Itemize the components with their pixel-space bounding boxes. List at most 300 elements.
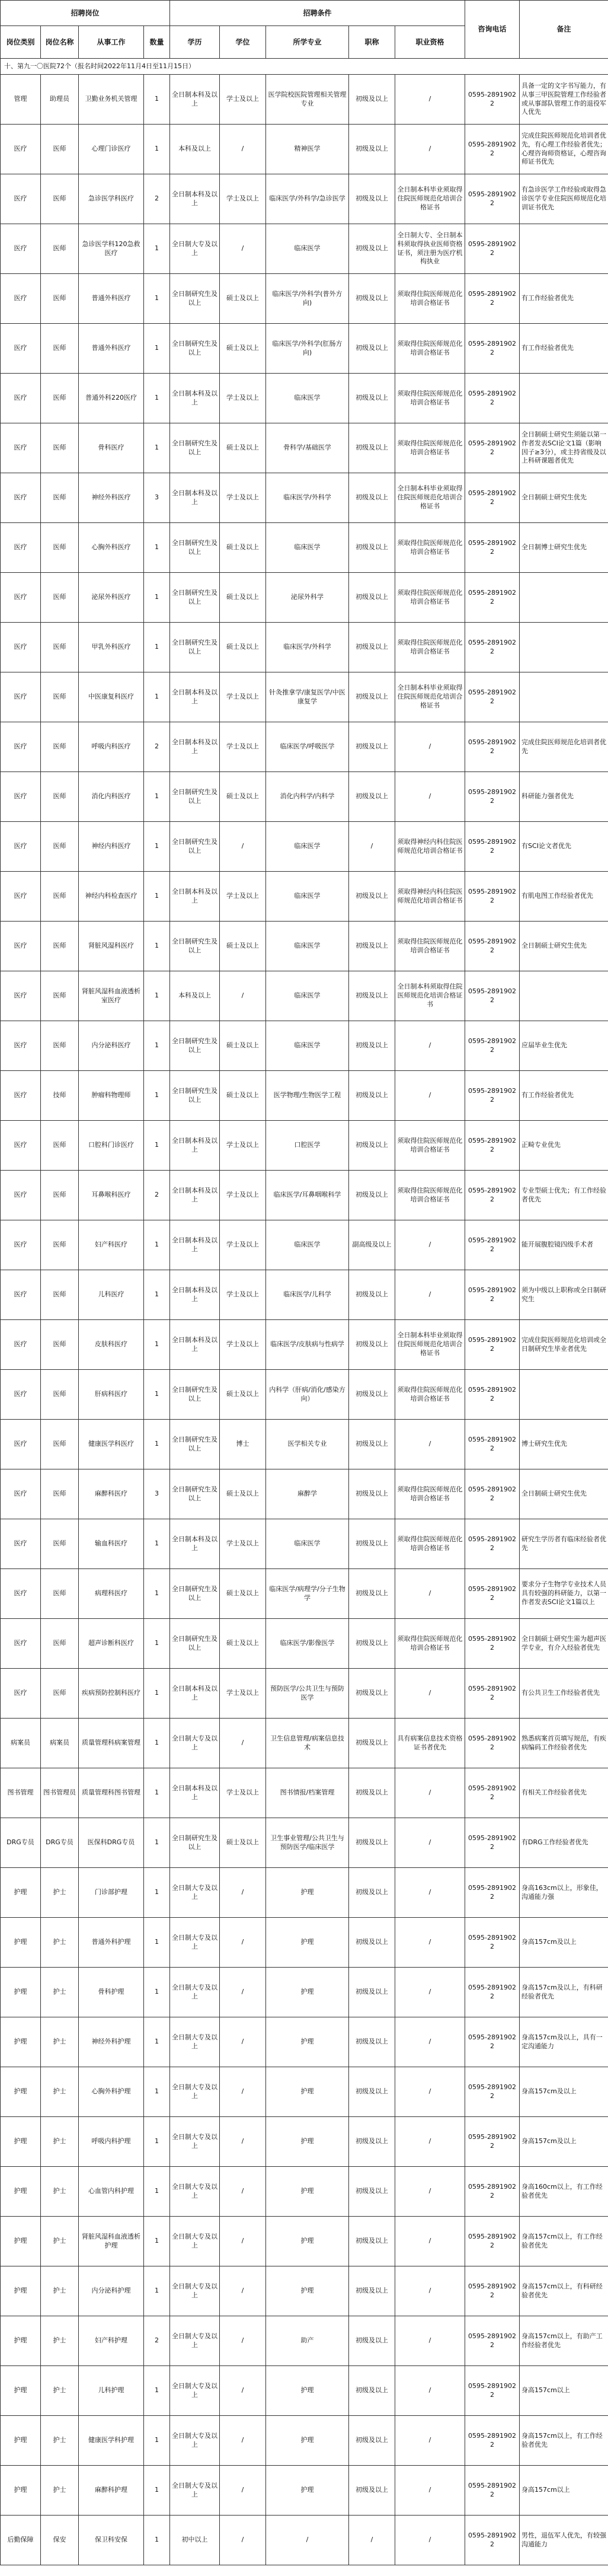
- cell-certificate: /: [395, 772, 465, 822]
- cell-category: 医疗: [1, 971, 41, 1021]
- cell-certificate: /: [395, 2466, 465, 2516]
- cell-work: 卫勤业务机关管理: [79, 75, 144, 125]
- cell-category: 医疗: [1, 1220, 41, 1270]
- cell-work: 普通外科220医疗: [79, 374, 144, 423]
- cell-position-name: 医师: [41, 1270, 79, 1320]
- cell-work: 儿科护理: [79, 2366, 144, 2416]
- cell-contact: 0595-28919022: [465, 1868, 520, 1918]
- cell-work: 病理科医疗: [79, 1569, 144, 1619]
- cell-education: 全日制本科及以上: [170, 722, 220, 772]
- cell-work: 质量管理科图书管理: [79, 1768, 144, 1818]
- cell-remarks: 身高157cm及以上，有科研经验者优先: [520, 1968, 608, 2017]
- cell-title: 初级及以上: [349, 623, 395, 672]
- cell-remarks: 身高157cm以上，有科研经验者优先: [520, 2266, 608, 2316]
- cell-certificate: /: [395, 1968, 465, 2017]
- cell-category: 护理: [1, 2416, 41, 2466]
- cell-degree: 博士: [220, 1420, 266, 1469]
- cell-certificate: 须取得神经内科住院医师规范化培训合格证书: [395, 822, 465, 872]
- cell-major: 预防医学/公共卫生与预防医学: [266, 1669, 349, 1719]
- cell-remarks: 有公共卫生工作经验者优先: [520, 1669, 608, 1719]
- cell-number: 1: [144, 2466, 170, 2516]
- cell-remarks: [520, 672, 608, 722]
- cell-work: 肾脏风湿科医疗: [79, 922, 144, 971]
- cell-number: 1: [144, 1868, 170, 1918]
- cell-major: 临床医学: [266, 523, 349, 573]
- cell-title: 初级及以上: [349, 1669, 395, 1719]
- cell-degree: 硕士及以上: [220, 1619, 266, 1669]
- cell-contact: 0595-28919022: [465, 1519, 520, 1569]
- cell-work: 心血管内科护理: [79, 2167, 144, 2217]
- cell-contact: 0595-28919022: [465, 374, 520, 423]
- cell-certificate: 全日制本科毕业须取得住院医师规范化培训合格证书: [395, 1320, 465, 1370]
- cell-education: 全日制本科及以上: [170, 1220, 220, 1270]
- cell-education: 全日制大专及以上: [170, 1719, 220, 1768]
- cell-certificate: /: [395, 1918, 465, 1968]
- cell-contact: 0595-28919022: [465, 1569, 520, 1619]
- cell-major: 临床医学/影像医学: [266, 1619, 349, 1669]
- table-row: [1, 672, 608, 722]
- cell-education: 全日制本科及以上: [170, 1121, 220, 1171]
- cell-education: 全日制研究生及以上: [170, 1619, 220, 1669]
- cell-contact: 0595-28919022: [465, 324, 520, 374]
- cell-number: 1: [144, 772, 170, 822]
- cell-education: 全日制大专及以上: [170, 224, 220, 274]
- cell-title: 初级及以上: [349, 324, 395, 374]
- cell-major: 护理: [266, 2117, 349, 2167]
- cell-number: 1: [144, 2017, 170, 2067]
- cell-certificate: 全日制大专、全日制本科须取得执业医师资格证书，须注册为医疗机构执业: [395, 224, 465, 274]
- cell-certificate: /: [395, 2316, 465, 2366]
- cell-contact: 0595-28919022: [465, 2366, 520, 2416]
- cell-position-name: 医师: [41, 1021, 79, 1071]
- group-header-requirements: 招聘条件: [170, 1, 465, 26]
- table-row: [1, 1071, 608, 1121]
- cell-contact: 0595-28919022: [465, 2316, 520, 2366]
- cell-certificate: /: [395, 1071, 465, 1121]
- cell-education: 全日制本科及以上: [170, 672, 220, 722]
- cell-category: 护理: [1, 2366, 41, 2416]
- cell-category: 医疗: [1, 772, 41, 822]
- cell-education: 全日制研究生及以上: [170, 573, 220, 623]
- cell-work: 心胸外科医疗: [79, 523, 144, 573]
- cell-number: 1: [144, 2366, 170, 2416]
- cell-degree: 学士及以上: [220, 374, 266, 423]
- cell-education: 全日制研究生及以上: [170, 922, 220, 971]
- cell-major: 护理: [266, 2266, 349, 2316]
- cell-position-name: 医师: [41, 174, 79, 224]
- cell-certificate: /: [395, 1420, 465, 1469]
- cell-work: 甲乳外科医疗: [79, 623, 144, 672]
- cell-degree: 学士及以上: [220, 1171, 266, 1220]
- cell-title: 初级及以上: [349, 2266, 395, 2316]
- cell-work: 消化内科医疗: [79, 772, 144, 822]
- cell-major: 卫生信息管理/病案信息技术: [266, 1719, 349, 1768]
- cell-certificate: 须取得住院医师规范化培训合格证书: [395, 324, 465, 374]
- cell-education: 全日制研究生及以上: [170, 1469, 220, 1519]
- cell-category: 护理: [1, 1868, 41, 1918]
- col-header-degree: 学位: [220, 26, 266, 59]
- cell-major: 图书情报/档案管理: [266, 1768, 349, 1818]
- cell-contact: 0595-28919022: [465, 971, 520, 1021]
- cell-category: 医疗: [1, 1569, 41, 1619]
- cell-remarks: [520, 1370, 608, 1420]
- cell-certificate: /: [395, 1569, 465, 1619]
- cell-degree: 学士及以上: [220, 75, 266, 125]
- cell-number: 1: [144, 971, 170, 1021]
- col-header-number: 数量: [144, 26, 170, 59]
- cell-work: 健康医学科护理: [79, 2416, 144, 2466]
- cell-degree: /: [220, 822, 266, 872]
- cell-education: 全日制本科及以上: [170, 1669, 220, 1719]
- cell-position-name: 医师: [41, 374, 79, 423]
- cell-major: 临床医学: [266, 224, 349, 274]
- cell-position-name: 医师: [41, 971, 79, 1021]
- cell-remarks: 熟悉病案首页填写规范，有疾病编码工作经验者优先: [520, 1719, 608, 1768]
- cell-degree: /: [220, 2466, 266, 2516]
- cell-remarks: 全日制硕士研究生需为超声医学专业，有介入经验者优先: [520, 1619, 608, 1669]
- cell-category: 医疗: [1, 1519, 41, 1569]
- cell-certificate: /: [395, 1021, 465, 1071]
- col-header-education: 学历: [170, 26, 220, 59]
- cell-education: 全日制大专及以上: [170, 2466, 220, 2516]
- cell-title: 初级及以上: [349, 1818, 395, 1868]
- cell-education: 全日制大专及以上: [170, 1968, 220, 2017]
- table-row: [1, 2466, 608, 2516]
- table-row: [1, 1370, 608, 1420]
- cell-title: 初级及以上: [349, 174, 395, 224]
- cell-work: 普通外科医疗: [79, 274, 144, 324]
- cell-degree: /: [220, 2067, 266, 2117]
- cell-certificate: 须取得住院医师规范化培训合格证书: [395, 1171, 465, 1220]
- table-row: [1, 1469, 608, 1519]
- cell-degree: 学士及以上: [220, 473, 266, 523]
- cell-degree: /: [220, 1719, 266, 1768]
- table-row: [1, 1818, 608, 1868]
- table-row: [1, 2217, 608, 2266]
- cell-certificate: 全日制本科须取得住院医师规范化培训合格证书: [395, 971, 465, 1021]
- cell-category: 医疗: [1, 1669, 41, 1719]
- cell-title: 初级及以上: [349, 374, 395, 423]
- cell-position-name: 护士: [41, 2017, 79, 2067]
- cell-number: 1: [144, 1569, 170, 1619]
- cell-work: 麻醉科护理: [79, 2466, 144, 2516]
- cell-position-name: 医师: [41, 922, 79, 971]
- cell-number: 2: [144, 722, 170, 772]
- cell-position-name: 技师: [41, 1071, 79, 1121]
- cell-number: 1: [144, 1370, 170, 1420]
- cell-contact: 0595-28919022: [465, 2167, 520, 2217]
- cell-major: 临床医学/外科学(普外方向): [266, 274, 349, 324]
- cell-certificate: /: [395, 2516, 465, 2565]
- cell-contact: 0595-28919022: [465, 75, 520, 125]
- table-row: [1, 822, 608, 872]
- cell-contact: 0595-28919022: [465, 1071, 520, 1121]
- cell-remarks: 全日制硕士研究生优先: [520, 922, 608, 971]
- table-row: [1, 872, 608, 922]
- cell-contact: 0595-28919022: [465, 573, 520, 623]
- cell-category: 护理: [1, 2117, 41, 2167]
- cell-major: 护理: [266, 2067, 349, 2117]
- cell-number: 1: [144, 1768, 170, 1818]
- cell-contact: 0595-28919022: [465, 2416, 520, 2466]
- cell-category: 医疗: [1, 1420, 41, 1469]
- cell-remarks: 能开展腹腔镜四级手术者: [520, 1220, 608, 1270]
- cell-number: 1: [144, 573, 170, 623]
- cell-title: 初级及以上: [349, 2316, 395, 2366]
- cell-degree: 硕士及以上: [220, 1469, 266, 1519]
- cell-work: 内分泌科医疗: [79, 1021, 144, 1071]
- cell-position-name: 医师: [41, 523, 79, 573]
- cell-number: 1: [144, 1121, 170, 1171]
- cell-remarks: 具备一定的文字书写能力，有从事三甲医院管理工作经验者或从事部队管理工作的退役军人优先: [520, 75, 608, 125]
- cell-category: 医疗: [1, 1121, 41, 1171]
- cell-number: 1: [144, 1420, 170, 1469]
- cell-major: 临床医学: [266, 922, 349, 971]
- cell-major: 医学院校医院管理相关管理专业: [266, 75, 349, 125]
- cell-position-name: 医师: [41, 722, 79, 772]
- cell-major: 泌尿外科学: [266, 573, 349, 623]
- cell-work: 医保科DRG专员: [79, 1818, 144, 1868]
- cell-education: 全日制本科及以上: [170, 75, 220, 125]
- cell-title: 初级及以上: [349, 2117, 395, 2167]
- cell-contact: 0595-28919022: [465, 1669, 520, 1719]
- cell-degree: /: [220, 2316, 266, 2366]
- table-row: [1, 1021, 608, 1071]
- cell-contact: 0595-28919022: [465, 1420, 520, 1469]
- cell-remarks: 身高157cm及以上，具有一定沟通能力: [520, 2017, 608, 2067]
- cell-major: 临床医学: [266, 971, 349, 1021]
- cell-education: 全日制本科及以上: [170, 1320, 220, 1370]
- cell-certificate: /: [395, 1220, 465, 1270]
- col-header-work: 从事工作: [79, 26, 144, 59]
- table-row: [1, 1719, 608, 1768]
- cell-contact: 0595-28919022: [465, 2017, 520, 2067]
- cell-category: 护理: [1, 2017, 41, 2067]
- cell-title: 初级及以上: [349, 1569, 395, 1619]
- table-row: [1, 224, 608, 274]
- cell-degree: /: [220, 1968, 266, 2017]
- cell-title: 初级及以上: [349, 1719, 395, 1768]
- cell-education: 全日制研究生及以上: [170, 523, 220, 573]
- cell-education: 全日制大专及以上: [170, 2167, 220, 2217]
- cell-major: 临床医学: [266, 1021, 349, 1071]
- cell-position-name: 医师: [41, 125, 79, 174]
- cell-certificate: 须取得住院医师规范化培训合格证书: [395, 1519, 465, 1569]
- cell-work: 神经外科护理: [79, 2017, 144, 2067]
- cell-work: 呼吸内科护理: [79, 2117, 144, 2167]
- cell-degree: 硕士及以上: [220, 1370, 266, 1420]
- cell-remarks: 身高157cm以上，有助产工作经验者优先: [520, 2316, 608, 2366]
- cell-number: 1: [144, 672, 170, 722]
- cell-number: 1: [144, 1719, 170, 1768]
- cell-certificate: /: [395, 2017, 465, 2067]
- cell-number: 1: [144, 523, 170, 573]
- cell-category: 护理: [1, 2167, 41, 2217]
- cell-work: 健康医学科医疗: [79, 1420, 144, 1469]
- cell-contact: 0595-28919022: [465, 2466, 520, 2516]
- cell-contact: 0595-28919022: [465, 423, 520, 473]
- cell-major: 临床医学/外科学: [266, 623, 349, 672]
- cell-major: 口腔医学: [266, 1121, 349, 1171]
- cell-major: 护理: [266, 2416, 349, 2466]
- cell-education: 全日制研究生及以上: [170, 1071, 220, 1121]
- cell-work: 口腔科门诊医疗: [79, 1121, 144, 1171]
- cell-certificate: 须取得住院医师规范化培训合格证书: [395, 1121, 465, 1171]
- cell-number: 1: [144, 1021, 170, 1071]
- cell-major: 临床医学: [266, 1519, 349, 1569]
- table-row: [1, 423, 608, 473]
- cell-education: 全日制大专及以上: [170, 1918, 220, 1968]
- table-row: [1, 573, 608, 623]
- cell-title: 初级及以上: [349, 722, 395, 772]
- cell-position-name: 医师: [41, 872, 79, 922]
- cell-education: 全日制研究生及以上: [170, 274, 220, 324]
- cell-title: 初级及以上: [349, 125, 395, 174]
- cell-title: 初级及以上: [349, 1121, 395, 1171]
- cell-education: 全日制大专及以上: [170, 2217, 220, 2266]
- cell-remarks: [520, 971, 608, 1021]
- cell-remarks: 全日制硕士研究生优先: [520, 473, 608, 523]
- cell-number: 3: [144, 473, 170, 523]
- cell-work: 骨科医疗: [79, 423, 144, 473]
- cell-certificate: /: [395, 2217, 465, 2266]
- cell-education: 全日制大专及以上: [170, 2416, 220, 2466]
- cell-position-name: 医师: [41, 1171, 79, 1220]
- cell-remarks: 有工作经验者优先: [520, 274, 608, 324]
- cell-major: 护理: [266, 1968, 349, 2017]
- cell-degree: /: [220, 2416, 266, 2466]
- cell-education: 全日制本科及以上: [170, 1768, 220, 1818]
- cell-education: 全日制本科及以上: [170, 1270, 220, 1320]
- cell-remarks: 专业型硕士优先；有工作经验者优先: [520, 1171, 608, 1220]
- cell-title: 初级及以上: [349, 1768, 395, 1818]
- cell-remarks: 要求分子生物学专业技术人员具有较强的科研能力，以第一作者发表SCI论文1篇以上: [520, 1569, 608, 1619]
- cell-certificate: /: [395, 1768, 465, 1818]
- cell-major: 消化内科学/内科学: [266, 772, 349, 822]
- cell-major: 临床医学: [266, 374, 349, 423]
- cell-position-name: 护士: [41, 2266, 79, 2316]
- cell-education: 全日制研究生及以上: [170, 1420, 220, 1469]
- cell-contact: 0595-28919022: [465, 274, 520, 324]
- cell-contact: 0595-28919022: [465, 1968, 520, 2017]
- cell-title: 初级及以上: [349, 1071, 395, 1121]
- cell-title: 初级及以上: [349, 1270, 395, 1320]
- cell-certificate: /: [395, 1270, 465, 1320]
- cell-degree: 硕士及以上: [220, 1818, 266, 1868]
- cell-work: 麻醉科医疗: [79, 1469, 144, 1519]
- cell-major: 护理: [266, 1868, 349, 1918]
- cell-education: 本科及以上: [170, 971, 220, 1021]
- cell-work: 耳鼻喉科医疗: [79, 1171, 144, 1220]
- cell-category: 护理: [1, 2266, 41, 2316]
- cell-degree: 学士及以上: [220, 1270, 266, 1320]
- cell-degree: 硕士及以上: [220, 1569, 266, 1619]
- cell-contact: 0595-28919022: [465, 1220, 520, 1270]
- cell-category: 护理: [1, 2466, 41, 2516]
- cell-contact: 0595-28919022: [465, 922, 520, 971]
- col-header-title: 职称: [349, 26, 395, 59]
- table-row: [1, 1171, 608, 1220]
- cell-number: 1: [144, 2266, 170, 2316]
- table-row: [1, 374, 608, 423]
- cell-position-name: DRG专员: [41, 1818, 79, 1868]
- cell-category: 医疗: [1, 573, 41, 623]
- cell-category: 医疗: [1, 374, 41, 423]
- group-header-position: 招聘岗位: [1, 1, 170, 26]
- table-row: [1, 1220, 608, 1270]
- cell-degree: 学士及以上: [220, 1768, 266, 1818]
- cell-category: 医疗: [1, 1171, 41, 1220]
- cell-work: 妇产科医疗: [79, 1220, 144, 1270]
- cell-major: 骨科学/基础医学: [266, 423, 349, 473]
- cell-work: 神经外科医疗: [79, 473, 144, 523]
- cell-number: 1: [144, 2167, 170, 2217]
- cell-title: 初级及以上: [349, 1968, 395, 2017]
- cell-title: 初级及以上: [349, 2217, 395, 2266]
- cell-category: 护理: [1, 2217, 41, 2266]
- cell-title: 初级及以上: [349, 1469, 395, 1519]
- col-header-major: 所学专业: [266, 26, 349, 59]
- table-row: [1, 2416, 608, 2466]
- cell-remarks: 男性，退伍军人优先，有较强沟通能力: [520, 2516, 608, 2565]
- cell-education: 全日制大专及以上: [170, 2117, 220, 2167]
- cell-title: 初级及以上: [349, 2416, 395, 2466]
- cell-remarks: 全日制硕士研究生优先: [520, 1469, 608, 1519]
- cell-contact: 0595-28919022: [465, 672, 520, 722]
- cell-number: 1: [144, 1968, 170, 2017]
- table-row: [1, 1868, 608, 1918]
- cell-remarks: 身高157cm以上: [520, 2466, 608, 2516]
- cell-major: 临床医学/病理学/分子生物学: [266, 1569, 349, 1619]
- cell-certificate: /: [395, 75, 465, 125]
- cell-contact: 0595-28919022: [465, 1719, 520, 1768]
- cell-work: 急诊医学科120急救医疗: [79, 224, 144, 274]
- cell-education: 全日制大专及以上: [170, 2266, 220, 2316]
- cell-work: 呼吸内科医疗: [79, 722, 144, 772]
- table-row: [1, 174, 608, 224]
- section-title: 十、第九一〇医院72个（报名时间2022年11月4日至11月15日）: [1, 59, 608, 75]
- cell-number: 1: [144, 1071, 170, 1121]
- table-row: [1, 1121, 608, 1171]
- cell-category: 医疗: [1, 922, 41, 971]
- table-row: [1, 772, 608, 822]
- table-row: [1, 324, 608, 374]
- cell-work: 心胸外科护理: [79, 2067, 144, 2117]
- cell-remarks: 全日制博士研究生优先: [520, 523, 608, 573]
- cell-major: /: [266, 2516, 349, 2565]
- cell-title: 初级及以上: [349, 772, 395, 822]
- cell-education: 初中以上: [170, 2516, 220, 2565]
- cell-contact: 0595-28919022: [465, 1818, 520, 1868]
- cell-degree: /: [220, 1918, 266, 1968]
- cell-category: 医疗: [1, 274, 41, 324]
- cell-contact: 0595-28919022: [465, 822, 520, 872]
- cell-education: 全日制本科及以上: [170, 1519, 220, 1569]
- table-row: [1, 1270, 608, 1320]
- cell-major: 临床医学/儿科学: [266, 1270, 349, 1320]
- cell-position-name: 医师: [41, 1469, 79, 1519]
- cell-position-name: 护士: [41, 2416, 79, 2466]
- cell-major: 临床医学/外科学/急诊医学: [266, 174, 349, 224]
- cell-position-name: 护士: [41, 1918, 79, 1968]
- table-row: [1, 1918, 608, 1968]
- cell-work: 超声诊断科医疗: [79, 1619, 144, 1669]
- cell-work: 保卫科安保: [79, 2516, 144, 2565]
- cell-remarks: 身高157cm以上: [520, 2366, 608, 2416]
- cell-position-name: 医师: [41, 1569, 79, 1619]
- cell-major: 助产: [266, 2316, 349, 2366]
- cell-title: 初级及以上: [349, 2466, 395, 2516]
